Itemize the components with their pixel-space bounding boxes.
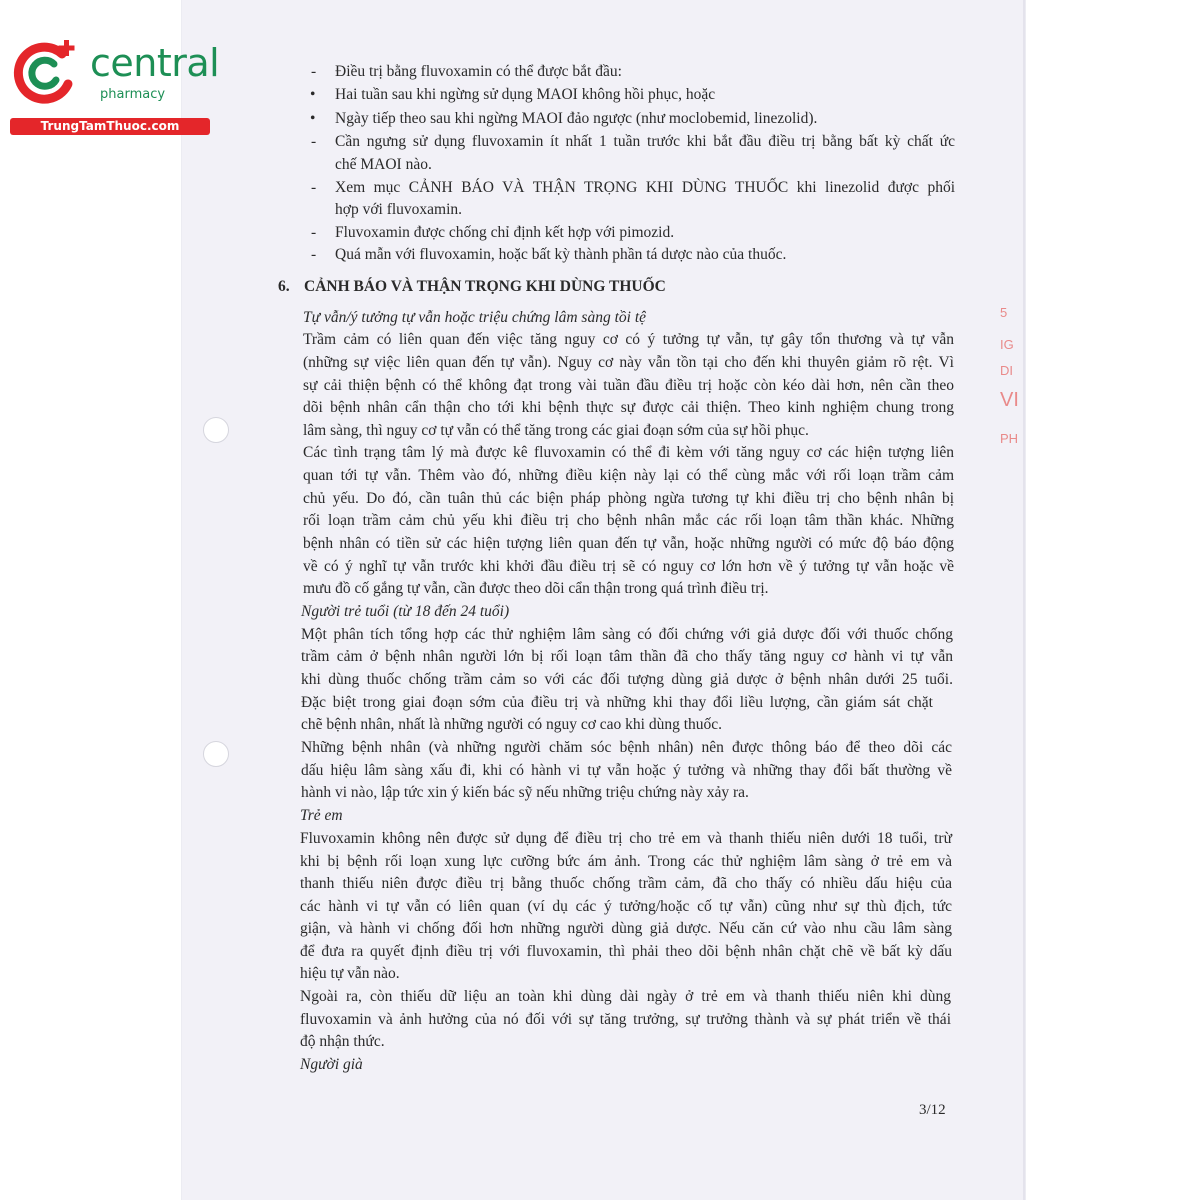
punch-hole (203, 417, 229, 443)
list-item: Hai tuần sau khi ngừng sử dụng MAOI không hồi phục, hoặc (335, 86, 716, 103)
list-item: Xem mục CẢNH BÁO VÀ THẬN TRỌNG KHI DÙNG THUỐC khi linezolid được phối (335, 179, 955, 196)
page-edge (1023, 0, 1025, 1200)
paragraph-line: Ngoài ra, còn thiếu dữ liệu an toàn khi dùng dài ngày ở trẻ em và thanh thiếu niên khi dùng (300, 988, 951, 1005)
paragraph-line: Những bệnh nhân (và những người chăm sóc bệnh nhân) nên được thông báo để theo dõi các (301, 739, 952, 756)
paragraph-line: lâm sàng, thì nguy cơ tự vẫn có thể tăng trong các giai đoạn sớm của sự hồi phục. (303, 422, 809, 439)
section-number: 6. (278, 278, 290, 295)
subsection-heading: Người trẻ tuổi (từ 18 đến 24 tuổi) (301, 603, 510, 620)
paragraph-line: rối loạn trầm cảm chủ yếu khi điều trị cho bệnh nhân mắc các rối loạn tâm thần khác. Những (303, 512, 954, 529)
paragraph-line: quan tới tự vẫn. Thêm vào đó, những điều kiện này lại có thể cùng mắc với rối loạn trầm cảm (303, 467, 954, 484)
list-item: hợp với fluvoxamin. (335, 201, 463, 218)
paragraph-line: chủ yếu. Do đó, cần tuân thủ các biện pháp phòng ngừa tương tự khi điều trị cho bệnh nhân bị (303, 490, 954, 507)
bleed-mark: PH (1000, 431, 1019, 446)
bleed-mark: 5 (1000, 305, 1008, 320)
paragraph-line: mưu đồ cố gắng tự vẫn, cần được theo dõi cẩn thận trong quá trình điều trị. (303, 580, 769, 597)
paragraph-line: trầm cảm ở bệnh nhân người lớn bị rối loạn tâm thần đã cho thấy tăng nguy cơ hành vi tự vẫn (301, 648, 953, 665)
list-item: Cần ngưng sử dụng fluvoxamin ít nhất 1 tuần trước khi bắt đầu điều trị bằng bất kỳ chất ức (335, 133, 955, 150)
list-marker: • (310, 86, 316, 103)
logo-url: TrungTamThuoc.com (10, 118, 210, 135)
list-item: chế MAOI nào. (335, 156, 432, 173)
paragraph-line: Một phân tích tổng hợp các thử nghiệm lâm sàng có đối chứng với giả dược đối với thuốc chống (301, 626, 953, 643)
paragraph-line: fluvoxamin và ảnh hưởng của nó đối với sự tăng trưởng, sự trưởng thành và sự phát triển về thái (300, 1011, 951, 1028)
paragraph-line: độ nhận thức. (300, 1033, 385, 1050)
list-marker: - (311, 224, 317, 241)
list-marker: - (311, 63, 317, 80)
paragraph-line: hiệu tự vẫn nào. (300, 965, 400, 982)
logo-name: central (90, 41, 220, 85)
list-item: Quá mẫn với fluvoxamin, hoặc bất kỳ thành phần tá dược nào của thuốc. (335, 246, 787, 263)
paragraph-line: giận, và hành vi chống đối hơn những người dùng giả dược. Nếu căn cứ vào nhu cầu lâm sàng (300, 920, 952, 937)
bleed-mark: DI (1000, 363, 1013, 378)
list-item: Điều trị bằng fluvoxamin có thể được bắt đầu: (335, 63, 622, 80)
paragraph-line: về có ý nghĩ tự vẫn trước khi khởi đầu điều trị sẽ có nguy cơ lớn hơn về ý tưởng tự vẫn hoặc về (303, 558, 954, 575)
section-title: CẢNH BÁO VÀ THẬN TRỌNG KHI DÙNG THUỐC (304, 278, 666, 295)
paragraph-line: hành vi nào, lập tức xin ý kiến bác sỹ nếu những triệu chứng này xảy ra. (301, 784, 749, 801)
paragraph-line: dấu hiệu lâm sàng xấu đi, khi có hành vi tự vẫn hoặc ý tưởng và những thay đổi bất thường về (301, 762, 952, 779)
subsection-heading: Trẻ em (300, 807, 343, 824)
bleed-mark: VI (1000, 389, 1019, 411)
subsection-heading: Tự vẫn/ý tưởng tự vẫn hoặc triệu chứng lâm sàng tồi tệ (303, 309, 647, 326)
central-pharmacy-logo (10, 38, 220, 138)
paragraph-line: Các tình trạng tâm lý mà được kê fluvoxamin có thể đi kèm với tăng nguy cơ các hiện tượng liên (303, 444, 954, 461)
punch-hole (203, 741, 229, 767)
list-marker: - (311, 133, 317, 150)
list-item: Fluvoxamin được chống chỉ định kết hợp với pimozid. (335, 224, 675, 241)
subsection-heading: Người già (300, 1056, 363, 1073)
list-marker: - (311, 179, 317, 196)
list-marker: - (311, 246, 317, 263)
paragraph-line: (những sự việc liên quan đến tự vẫn). Nguy cơ này vẫn tồn tại cho đến khi thuyên giảm rõ rệt. Vì (303, 354, 954, 371)
pharmacy-logo-icon (10, 38, 80, 108)
paragraph-line: Đặc biệt trong giai đoạn sớm của điều trị và những khi thay đổi liều lượng, cần giám sát chặt (301, 694, 933, 711)
list-marker: • (310, 110, 316, 127)
paragraph-line: Trầm cảm có liên quan đến việc tăng nguy cơ có ý tưởng tự vẫn, tự gây tổn thương và tự vẫn (303, 331, 954, 348)
list-item: Ngày tiếp theo sau khi ngừng MAOI đảo ngược (như moclobemid, linezolid). (335, 110, 818, 127)
page-number: 3/12 (919, 1102, 946, 1118)
paragraph-line: các hành vi tự vẫn có liên quan (ví dụ các ý tưởng/hoặc cố tự vẫn) cũng như sự thù địch, tức (300, 898, 952, 915)
paragraph-line: thanh thiếu niên được điều trị bằng thuốc chống trầm cảm, đã cho thấy có nhiều dấu hiệu của (300, 875, 952, 892)
paragraph-line: khi bị bệnh rối loạn xung lực cưỡng bức ám ảnh. Trong các thử nghiệm lâm sàng ở trẻ em và (300, 853, 952, 870)
paragraph-line: khi dùng thuốc chống trầm cảm so với các đối tượng dùng giả dược ở bệnh nhân dưới 25 tuổi. (301, 671, 953, 688)
paragraph-line: để đưa ra quyết định điều trị với fluvoxamin, thì phải theo dõi bệnh nhân chặt chẽ về bất kỳ dấu (300, 943, 952, 960)
paragraph-line: chẽ bệnh nhân, nhất là những người có nguy cơ cao khi dùng thuốc. (301, 716, 723, 733)
paragraph-line: sự cải thiện bệnh có thể không đạt trong vài tuần đầu điều trị hoặc còn kéo dài hơn, nên cần theo (303, 377, 954, 394)
bleed-mark: IG (1000, 337, 1014, 352)
paragraph-line: bệnh nhân có tiền sử các hiện tượng liên quan đến tự vẫn, hoặc những người có mức độ báo động (303, 535, 954, 552)
paragraph-line: dõi bệnh nhân cẩn thận cho tới khi bệnh thực sự được cải thiện. Theo kinh nghiệm chung trong (303, 399, 954, 416)
logo-subtitle: pharmacy (100, 87, 166, 102)
paragraph-line: Fluvoxamin không nên được sử dụng để điều trị cho trẻ em và thanh thiếu niên dưới 18 tuổi, trừ (300, 830, 952, 847)
